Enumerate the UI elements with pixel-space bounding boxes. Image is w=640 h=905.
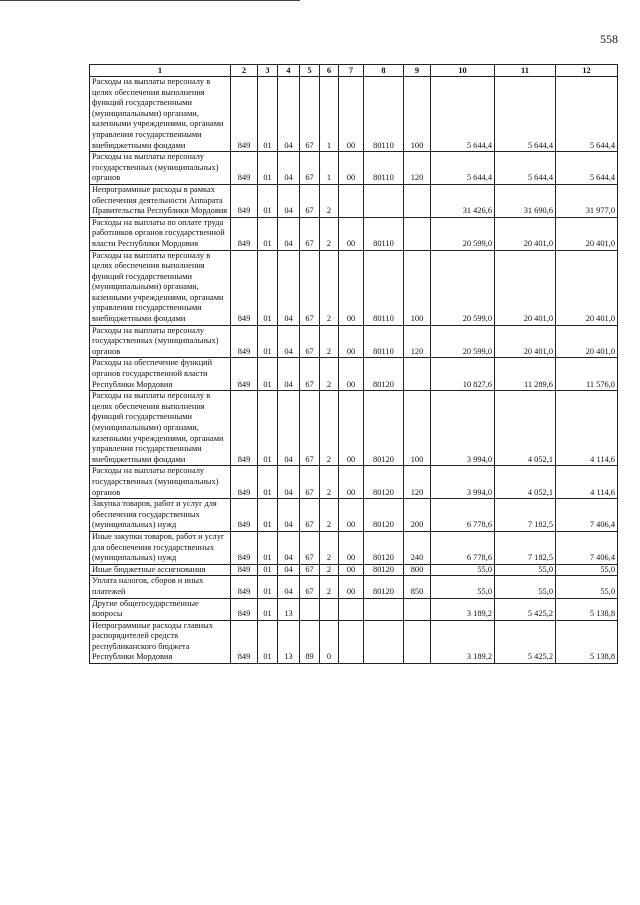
code-cell: 100: [404, 77, 431, 152]
table-row: [90, 217, 618, 250]
amount-cell: 6 778,6: [431, 531, 495, 564]
column-header: 7: [339, 65, 364, 77]
amount-cell: 4 114,6: [556, 466, 618, 499]
row-name-cell: Уплата налогов, сборов и иных платежей: [90, 576, 231, 598]
code-cell: 01: [258, 250, 278, 325]
code-cell: 00: [339, 391, 364, 466]
row-name-cell: Расходы на выплаты по оплате труда работников органов государственной власти Республики Мордовия: [90, 217, 231, 250]
code-cell: 80120: [364, 499, 404, 532]
code-cell: 240: [404, 531, 431, 564]
code-cell: 100: [404, 250, 431, 325]
row-name-cell: Расходы на выплаты персоналу в целях обеспечения выполнения функций государственными (муниципальными) органами, казенными учреждениями, органами управления государственными внебюджетными фондами: [90, 77, 231, 152]
code-cell: 2: [320, 325, 339, 358]
code-cell: [300, 598, 320, 620]
code-cell: 850: [404, 576, 431, 598]
code-cell: 80120: [364, 576, 404, 598]
code-cell: 04: [278, 466, 300, 499]
amount-cell: 20 599,0: [431, 250, 495, 325]
column-header: 2: [231, 65, 258, 77]
code-cell: 80110: [364, 217, 404, 250]
table-row: [90, 598, 618, 620]
code-cell: 80120: [364, 531, 404, 564]
code-cell: 01: [258, 77, 278, 152]
code-cell: 67: [300, 391, 320, 466]
amount-cell: 20 401,0: [495, 217, 556, 250]
column-header: 3: [258, 65, 278, 77]
column-header: 1: [90, 65, 231, 77]
table-row: [90, 391, 618, 466]
row-name-cell: Расходы на выплаты персоналу в целях обеспечения выполнения функций государственными (муниципальными) органами, казенными учреждениями, органами управления государственными внебюджетными фондами: [90, 250, 231, 325]
code-cell: [364, 184, 404, 217]
code-cell: 01: [258, 564, 278, 576]
code-cell: [339, 184, 364, 217]
amount-cell: 5 644,4: [556, 152, 618, 185]
row-name-cell: Непрограммные расходы главных распорядителей средств республиканского бюджета Республики Мордовия: [90, 620, 231, 663]
table-row: [90, 564, 618, 576]
amount-cell: 3 994,0: [431, 466, 495, 499]
amount-cell: 5 138,8: [556, 598, 618, 620]
table-row: [90, 531, 618, 564]
code-cell: 01: [258, 184, 278, 217]
code-cell: 00: [339, 217, 364, 250]
code-cell: 00: [339, 325, 364, 358]
column-header: 10: [431, 65, 495, 77]
code-cell: 67: [300, 564, 320, 576]
code-cell: 849: [231, 358, 258, 391]
amount-cell: 20 599,0: [431, 325, 495, 358]
code-cell: 80120: [364, 358, 404, 391]
code-cell: 2: [320, 184, 339, 217]
row-name-cell: Расходы на выплаты персоналу в целях обеспечения выполнения функций государственными (муниципальными) органами, казенными учреждениями, органами управления государственными внебюджетными фондами: [90, 391, 231, 466]
amount-cell: 3 994,0: [431, 391, 495, 466]
table-row: [90, 576, 618, 598]
row-name-cell: Расходы на выплаты персоналу государственных (муниципальных) органов: [90, 466, 231, 499]
code-cell: 80110: [364, 152, 404, 185]
code-cell: 67: [300, 466, 320, 499]
code-cell: 1: [320, 77, 339, 152]
code-cell: 849: [231, 499, 258, 532]
row-name-cell: Закупка товаров, работ и услуг для обеспечения государственных (муниципальных) нужд: [90, 499, 231, 532]
code-cell: 00: [339, 77, 364, 152]
code-cell: 100: [404, 391, 431, 466]
code-cell: 01: [258, 325, 278, 358]
amount-cell: 5 644,4: [431, 152, 495, 185]
code-cell: 2: [320, 564, 339, 576]
amount-cell: 7 406,4: [556, 531, 618, 564]
amount-cell: 7 182,5: [495, 531, 556, 564]
code-cell: 04: [278, 564, 300, 576]
table-row: [90, 499, 618, 532]
code-cell: 80110: [364, 325, 404, 358]
code-cell: 00: [339, 250, 364, 325]
code-cell: 849: [231, 217, 258, 250]
code-cell: 01: [258, 598, 278, 620]
budget-table: [89, 64, 618, 664]
code-cell: 67: [300, 499, 320, 532]
code-cell: 00: [339, 576, 364, 598]
code-cell: 80120: [364, 391, 404, 466]
code-cell: 849: [231, 152, 258, 185]
amount-cell: 7 182,5: [495, 499, 556, 532]
code-cell: 120: [404, 325, 431, 358]
code-cell: 849: [231, 466, 258, 499]
amount-cell: 5 425,2: [495, 598, 556, 620]
code-cell: 67: [300, 217, 320, 250]
code-cell: 80120: [364, 466, 404, 499]
page-number: 558: [600, 32, 618, 46]
code-cell: 67: [300, 152, 320, 185]
code-cell: 67: [300, 77, 320, 152]
code-cell: 01: [258, 466, 278, 499]
amount-cell: 4 052,1: [495, 466, 556, 499]
amount-cell: 5 644,4: [431, 77, 495, 152]
amount-cell: 3 189,2: [431, 598, 495, 620]
amount-cell: 55,0: [556, 564, 618, 576]
amount-cell: 7 406,4: [556, 499, 618, 532]
amount-cell: 4 114,6: [556, 391, 618, 466]
amount-cell: 5 644,4: [495, 77, 556, 152]
column-header: 12: [556, 65, 618, 77]
code-cell: 849: [231, 598, 258, 620]
amount-cell: 11 289,6: [495, 358, 556, 391]
code-cell: 00: [339, 531, 364, 564]
amount-cell: 31 426,6: [431, 184, 495, 217]
row-name-cell: Расходы на выплаты персоналу государственных (муниципальных) органов: [90, 325, 231, 358]
code-cell: 2: [320, 576, 339, 598]
code-cell: [404, 358, 431, 391]
amount-cell: 4 052,1: [495, 391, 556, 466]
code-cell: [404, 184, 431, 217]
code-cell: 04: [278, 217, 300, 250]
amount-cell: 3 189,2: [431, 620, 495, 663]
code-cell: 2: [320, 391, 339, 466]
code-cell: 00: [339, 358, 364, 391]
code-cell: 04: [278, 358, 300, 391]
amount-cell: 20 401,0: [556, 250, 618, 325]
code-cell: 67: [300, 531, 320, 564]
row-name-cell: Расходы на выплаты персоналу государственных (муниципальных) органов: [90, 152, 231, 185]
table-body: [90, 77, 618, 664]
amount-cell: 11 576,0: [556, 358, 618, 391]
code-cell: 80110: [364, 250, 404, 325]
amount-cell: 55,0: [556, 576, 618, 598]
code-cell: 01: [258, 217, 278, 250]
amount-cell: 55,0: [431, 576, 495, 598]
code-cell: 67: [300, 184, 320, 217]
code-cell: 01: [258, 391, 278, 466]
amount-cell: 20 401,0: [495, 250, 556, 325]
table-row: [90, 152, 618, 185]
code-cell: [339, 620, 364, 663]
row-name-cell: Иные закупки товаров, работ и услуг для обеспечения государственных (муниципальных) нужд: [90, 531, 231, 564]
amount-cell: 5 138,8: [556, 620, 618, 663]
amount-cell: 5 644,4: [495, 152, 556, 185]
code-cell: 2: [320, 250, 339, 325]
top-rule: [0, 0, 300, 1]
code-cell: 67: [300, 358, 320, 391]
table-row: [90, 466, 618, 499]
code-cell: 04: [278, 391, 300, 466]
code-cell: 01: [258, 576, 278, 598]
code-cell: 67: [300, 250, 320, 325]
code-cell: 849: [231, 620, 258, 663]
amount-cell: 31 690,6: [495, 184, 556, 217]
row-name-cell: Иные бюджетные ассигнования: [90, 564, 231, 576]
code-cell: 80110: [364, 77, 404, 152]
amount-cell: 55,0: [495, 564, 556, 576]
code-cell: 2: [320, 358, 339, 391]
amount-cell: 20 401,0: [556, 325, 618, 358]
row-name-cell: Непрограммные расходы в рамках обеспечения деятельности Аппарата Правительства Республики Мордовия: [90, 184, 231, 217]
code-cell: 00: [339, 499, 364, 532]
code-cell: [339, 598, 364, 620]
amount-cell: 10 827,6: [431, 358, 495, 391]
amount-cell: 5 425,2: [495, 620, 556, 663]
code-cell: 849: [231, 564, 258, 576]
code-cell: 67: [300, 325, 320, 358]
code-cell: [404, 598, 431, 620]
code-cell: [404, 217, 431, 250]
code-cell: 120: [404, 152, 431, 185]
code-cell: 01: [258, 152, 278, 185]
code-cell: [364, 620, 404, 663]
code-cell: 04: [278, 184, 300, 217]
code-cell: 04: [278, 499, 300, 532]
code-cell: 0: [320, 620, 339, 663]
code-cell: 13: [278, 620, 300, 663]
code-cell: 849: [231, 576, 258, 598]
code-cell: 04: [278, 152, 300, 185]
amount-cell: 20 401,0: [556, 217, 618, 250]
code-cell: 01: [258, 620, 278, 663]
amount-cell: 20 401,0: [495, 325, 556, 358]
code-cell: [404, 620, 431, 663]
column-header: 11: [495, 65, 556, 77]
code-cell: 800: [404, 564, 431, 576]
amount-cell: 5 644,4: [556, 77, 618, 152]
code-cell: 67: [300, 576, 320, 598]
amount-cell: 6 778,6: [431, 499, 495, 532]
code-cell: 04: [278, 77, 300, 152]
header-row: [90, 65, 618, 77]
table-row: [90, 325, 618, 358]
code-cell: 00: [339, 152, 364, 185]
code-cell: 849: [231, 184, 258, 217]
code-cell: 2: [320, 531, 339, 564]
code-cell: 04: [278, 531, 300, 564]
column-header: 5: [300, 65, 320, 77]
code-cell: 849: [231, 325, 258, 358]
column-header: 6: [320, 65, 339, 77]
code-cell: 849: [231, 77, 258, 152]
code-cell: 04: [278, 250, 300, 325]
row-name-cell: Расходы на обеспечение функций органов государственной власти Республики Мордовия: [90, 358, 231, 391]
code-cell: 849: [231, 531, 258, 564]
code-cell: 04: [278, 576, 300, 598]
column-header: 8: [364, 65, 404, 77]
code-cell: 01: [258, 531, 278, 564]
code-cell: 89: [300, 620, 320, 663]
amount-cell: 31 977,0: [556, 184, 618, 217]
code-cell: 2: [320, 499, 339, 532]
row-name-cell: Другие общегосударственные вопросы: [90, 598, 231, 620]
amount-cell: 55,0: [495, 576, 556, 598]
table-row: [90, 358, 618, 391]
code-cell: 01: [258, 499, 278, 532]
code-cell: 849: [231, 391, 258, 466]
code-cell: 849: [231, 250, 258, 325]
amount-cell: 20 599,0: [431, 217, 495, 250]
code-cell: 120: [404, 466, 431, 499]
column-header: 4: [278, 65, 300, 77]
code-cell: 200: [404, 499, 431, 532]
code-cell: 1: [320, 152, 339, 185]
table-row: [90, 184, 618, 217]
code-cell: 2: [320, 466, 339, 499]
amount-cell: 55,0: [431, 564, 495, 576]
code-cell: 01: [258, 358, 278, 391]
code-cell: 2: [320, 217, 339, 250]
code-cell: 00: [339, 564, 364, 576]
table-row: [90, 77, 618, 152]
code-cell: 80120: [364, 564, 404, 576]
table-row: [90, 620, 618, 663]
code-cell: [364, 598, 404, 620]
code-cell: [320, 598, 339, 620]
table-row: [90, 250, 618, 325]
code-cell: 13: [278, 598, 300, 620]
column-header: 9: [404, 65, 431, 77]
code-cell: 00: [339, 466, 364, 499]
code-cell: 04: [278, 325, 300, 358]
